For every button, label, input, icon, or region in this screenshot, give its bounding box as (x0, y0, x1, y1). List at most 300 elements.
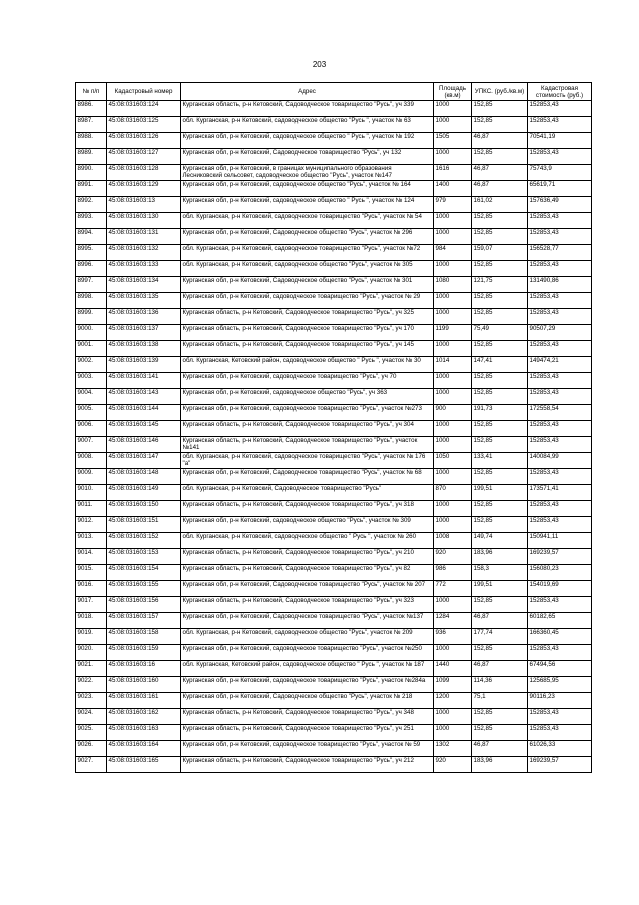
cell-upks: 183,96 (472, 549, 528, 565)
cell-addr: Курганская обл, р-н Кетовский, Садоводческое общество "Русь", участок № 296 (181, 229, 434, 245)
table-row (76, 341, 592, 357)
cell-kad: 45:08:031603:141 (107, 373, 181, 389)
cell-num: 9015. (76, 565, 107, 581)
cell-kad: 45:08:031603:136 (107, 309, 181, 325)
cell-upks: 152,85 (472, 149, 528, 165)
cell-kad: 45:08:031603:144 (107, 405, 181, 421)
cell-addr: обл. Курганская, Кетовский район, садоводческое общество " Русь ", участок № 30 (181, 357, 434, 373)
cell-upks: 152,85 (472, 309, 528, 325)
cell-cost: 152853,43 (528, 229, 592, 245)
cell-num: 9011. (76, 501, 107, 517)
table-row (76, 565, 592, 581)
cell-upks: 152,85 (472, 293, 528, 309)
cell-upks: 152,85 (472, 229, 528, 245)
cell-num: 8997. (76, 277, 107, 293)
cell-addr: Курганская обл, р-н Кетовский, садоводческое общество " Русь ", участок № 192 (181, 133, 434, 149)
cell-addr: Курганская область, р-н Кетовский, Садоводческое товарищество "Русь", уч 348 (181, 709, 434, 725)
cell-num: 8996. (76, 261, 107, 277)
cell-kad: 45:08:031603:126 (107, 133, 181, 149)
cell-num: 9004. (76, 389, 107, 405)
cell-area: 1199 (434, 325, 472, 341)
cell-kad: 45:08:031603:154 (107, 565, 181, 581)
cell-area: 900 (434, 405, 472, 421)
cell-kad: 45:08:031603:150 (107, 501, 181, 517)
cell-addr: обл. Курганская, р-н Кетовский, садоводческое общество "Русь", участок № 209 (181, 629, 434, 645)
cell-upks: 75,49 (472, 325, 528, 341)
table-row (76, 453, 592, 469)
cell-area: 986 (434, 565, 472, 581)
cell-upks: 75,1 (472, 693, 528, 709)
cell-cost: 149474,21 (528, 357, 592, 373)
cell-num: 9024. (76, 709, 107, 725)
table-row (76, 181, 592, 197)
table-row (76, 261, 592, 277)
cell-kad: 45:08:031603:157 (107, 613, 181, 629)
cell-kad: 45:08:031603:135 (107, 293, 181, 309)
cell-cost: 152853,43 (528, 725, 592, 741)
cell-kad: 45:08:031603:145 (107, 421, 181, 437)
cell-addr: Курганская обл, р-н Кетовский, садоводческое общество "Русь", участок № 164 (181, 181, 434, 197)
cell-num: 9010. (76, 485, 107, 501)
cell-addr: Курганская обл, р-н Кетовский, садоводческое общество "Русь", участок № 309 (181, 517, 434, 533)
cell-addr: обл. Курганская, р-н Кетовский, садоводческое общество "Русь", участок № 305 (181, 261, 434, 277)
cell-area: 1000 (434, 709, 472, 725)
table-row (76, 725, 592, 741)
cell-kad: 45:08:031603:133 (107, 261, 181, 277)
cell-kad: 45:08:031603:161 (107, 693, 181, 709)
cell-cost: 172558,54 (528, 405, 592, 421)
cell-num: 9023. (76, 693, 107, 709)
table-row (76, 645, 592, 661)
cell-cost: 131490,86 (528, 277, 592, 293)
table-row (76, 677, 592, 693)
cell-num: 8987. (76, 117, 107, 133)
cell-upks: 46,87 (472, 661, 528, 677)
cell-cost: 152853,43 (528, 293, 592, 309)
table-row (76, 437, 592, 453)
cell-num: 8995. (76, 245, 107, 261)
cell-addr: Курганская обл, р-н Кетовский, садоводческое товарищество "Русь", участок №284а (181, 677, 434, 693)
cell-cost: 90116,23 (528, 693, 592, 709)
table-row (76, 597, 592, 613)
cell-num: 9020. (76, 645, 107, 661)
cell-kad: 45:08:031603:16 (107, 661, 181, 677)
cell-num: 9013. (76, 533, 107, 549)
cell-area: 1302 (434, 741, 472, 757)
cell-upks: 152,85 (472, 213, 528, 229)
cell-num: 9006. (76, 421, 107, 437)
table-row (76, 293, 592, 309)
table-row (76, 613, 592, 629)
cell-cost: 125685,95 (528, 677, 592, 693)
cell-upks: 152,85 (472, 373, 528, 389)
cell-num: 9012. (76, 517, 107, 533)
cell-kad: 45:08:031603:147 (107, 453, 181, 469)
cell-addr: Курганская область, р-н Кетовский, Садоводческое товарищество "Русь", уч 304 (181, 421, 434, 437)
cell-upks: 152,85 (472, 709, 528, 725)
header-kad: Кадастровый номер (107, 83, 181, 101)
cell-upks: 114,36 (472, 677, 528, 693)
cell-kad: 45:08:031603:159 (107, 645, 181, 661)
cell-cost: 150941,11 (528, 533, 592, 549)
cell-kad: 45:08:031603:152 (107, 533, 181, 549)
cell-area: 979 (434, 197, 472, 213)
table-row (76, 405, 592, 421)
cell-upks: 158,3 (472, 565, 528, 581)
cell-cost: 152853,43 (528, 501, 592, 517)
cadastral-table (75, 82, 592, 773)
table-row (76, 661, 592, 677)
table-row (76, 741, 592, 757)
cell-area: 920 (434, 757, 472, 773)
cell-num: 8990. (76, 165, 107, 181)
cell-kad: 45:08:031603:138 (107, 341, 181, 357)
cell-cost: 140084,99 (528, 453, 592, 469)
cell-addr: Курганская обл, р-н Кетовский, садоводческое товарищество "Русь", участок № 29 (181, 293, 434, 309)
cell-upks: 152,85 (472, 389, 528, 405)
cell-addr: Курганская область, р-н Кетовский, Садоводческое товарищество "Русь", уч 325 (181, 309, 434, 325)
cell-cost: 166360,45 (528, 629, 592, 645)
cell-addr: Курганская область, р-н Кетовский, Садоводческое товарищество "Русь", уч 170 (181, 325, 434, 341)
cell-area: 1008 (434, 533, 472, 549)
table-row (76, 117, 592, 133)
cell-kad: 45:08:031603:134 (107, 277, 181, 293)
table-row (76, 133, 592, 149)
cell-cost: 157636,49 (528, 197, 592, 213)
cell-cost: 152853,43 (528, 101, 592, 117)
cell-upks: 183,96 (472, 757, 528, 773)
cell-area: 1284 (434, 613, 472, 629)
cell-area: 1000 (434, 117, 472, 133)
cell-cost: 90507,29 (528, 325, 592, 341)
cell-cost: 152853,43 (528, 213, 592, 229)
cell-area: 1099 (434, 677, 472, 693)
cell-upks: 199,51 (472, 485, 528, 501)
cell-cost: 152853,43 (528, 373, 592, 389)
cell-addr: Курганская область, р-н Кетовский, Садоводческое товарищество "Русь", уч 210 (181, 549, 434, 565)
cell-area: 1000 (434, 229, 472, 245)
cell-addr: Курганская область, р-н Кетовский, Садоводческое товарищество "Русь", уч 212 (181, 757, 434, 773)
cell-area: 1000 (434, 437, 472, 453)
cell-addr: Курганская обл, р-н Кетовский, Садоводческое товарищество "Русь", участок № 207 (181, 581, 434, 597)
cell-addr: Курганская обл, р-н Кетовский, Садоводческое общество "Русь", участок № 218 (181, 693, 434, 709)
cell-num: 8988. (76, 133, 107, 149)
cell-area: 1050 (434, 453, 472, 469)
cell-num: 9025. (76, 725, 107, 741)
cell-addr: Курганская область, р-н Кетовский, Садоводческое товарищество "Русь", уч 251 (181, 725, 434, 741)
cell-num: 8986. (76, 101, 107, 117)
cell-area: 1000 (434, 389, 472, 405)
cell-area: 1505 (434, 133, 472, 149)
cell-upks: 152,85 (472, 645, 528, 661)
cell-addr: обл. Курганская, р-н Кетовский, садоводческое товарищество "Русь", участок №72 (181, 245, 434, 261)
header-area: Площадь (кв.м) (434, 83, 472, 101)
cell-addr: Курганская область, р-н Кетовский, Садоводческое товарищество "Русь", уч 318 (181, 501, 434, 517)
cell-area: 920 (434, 549, 472, 565)
cell-cost: 152853,43 (528, 645, 592, 661)
cell-num: 9021. (76, 661, 107, 677)
table-row (76, 245, 592, 261)
cell-area: 772 (434, 581, 472, 597)
page-number: 203 (312, 60, 327, 69)
cell-area: 1000 (434, 293, 472, 309)
cell-upks: 152,85 (472, 725, 528, 741)
cell-upks: 177,74 (472, 629, 528, 645)
cell-cost: 156080,23 (528, 565, 592, 581)
cell-num: 8998. (76, 293, 107, 309)
cell-upks: 152,85 (472, 437, 528, 453)
cell-area: 1616 (434, 165, 472, 181)
table-row (76, 325, 592, 341)
cell-addr: обл. Курганская, р-н Кетовский, садоводческое товарищество "Русь", участок № 176 "а" (181, 453, 434, 469)
cell-kad: 45:08:031603:13 (107, 197, 181, 213)
cell-addr: Курганская обл, р-н Кетовский, садоводческое товарищество "Русь", участок № 59 (181, 741, 434, 757)
cell-num: 9008. (76, 453, 107, 469)
cell-num: 9014. (76, 549, 107, 565)
cell-num: 9005. (76, 405, 107, 421)
cell-num: 9003. (76, 373, 107, 389)
cell-upks: 121,75 (472, 277, 528, 293)
cell-addr: обл. Курганская, Кетовский район, садоводческое общество " Русь ", участок № 187 (181, 661, 434, 677)
cell-kad: 45:08:031603:156 (107, 597, 181, 613)
cell-addr: Курганская область, р-н Кетовский, Садоводческое товарищество "Русь", уч 323 (181, 597, 434, 613)
cell-addr: обл. Курганская, р-н Кетовский, садоводческое общество " Русь ", участок № 260 (181, 533, 434, 549)
cell-num: 9026. (76, 741, 107, 757)
table-row (76, 101, 592, 117)
cell-cost: 60182,65 (528, 613, 592, 629)
cell-num: 9002. (76, 357, 107, 373)
cell-cost: 152853,43 (528, 421, 592, 437)
cell-kad: 45:08:031603:129 (107, 181, 181, 197)
cell-upks: 199,51 (472, 581, 528, 597)
cell-num: 8994. (76, 229, 107, 245)
cell-upks: 159,07 (472, 245, 528, 261)
cell-kad: 45:08:031603:132 (107, 245, 181, 261)
cell-kad: 45:08:031603:155 (107, 581, 181, 597)
cell-upks: 133,41 (472, 453, 528, 469)
table-row (76, 533, 592, 549)
cell-area: 1000 (434, 517, 472, 533)
cell-kad: 45:08:031603:149 (107, 485, 181, 501)
cell-num: 8989. (76, 149, 107, 165)
cell-kad: 45:08:031603:125 (107, 117, 181, 133)
cell-num: 9027. (76, 757, 107, 773)
table-row (76, 693, 592, 709)
cell-addr: Курганская область, р-н Кетовский, Садоводческое товарищество "Русь", уч 82 (181, 565, 434, 581)
cell-addr: Курганская обл, р-н Кетовский, садоводческое общество " Русь ", участок № 124 (181, 197, 434, 213)
table-row (76, 709, 592, 725)
cell-num: 9017. (76, 597, 107, 613)
cell-num: 9009. (76, 469, 107, 485)
table-row (76, 485, 592, 501)
cell-upks: 46,87 (472, 181, 528, 197)
table-row (76, 309, 592, 325)
cell-upks: 46,87 (472, 133, 528, 149)
table-row (76, 277, 592, 293)
cell-area: 1440 (434, 661, 472, 677)
cell-kad: 45:08:031603:160 (107, 677, 181, 693)
cell-upks: 149,74 (472, 533, 528, 549)
cell-kad: 45:08:031603:128 (107, 165, 181, 181)
cell-area: 1000 (434, 421, 472, 437)
cell-kad: 45:08:031603:146 (107, 437, 181, 453)
cell-kad: 45:08:031603:153 (107, 549, 181, 565)
cell-cost: 152853,43 (528, 389, 592, 405)
header-upks: УПКС. (руб./кв.м) (472, 83, 528, 101)
table-row (76, 469, 592, 485)
cell-addr: Курганская обл, р-н Кетовский, Садоводческое товарищество "Русь", уч 132 (181, 149, 434, 165)
cell-cost: 152853,43 (528, 597, 592, 613)
cell-kad: 45:08:031603:148 (107, 469, 181, 485)
cell-kad: 45:08:031603:131 (107, 229, 181, 245)
cell-kad: 45:08:031603:158 (107, 629, 181, 645)
cell-kad: 45:08:031603:127 (107, 149, 181, 165)
cell-addr: Курганская обл, р-н Кетовский, садоводческое товарищество "Русь", участок №250 (181, 645, 434, 661)
cell-upks: 152,85 (472, 341, 528, 357)
cell-kad: 45:08:031603:165 (107, 757, 181, 773)
cell-cost: 152853,43 (528, 469, 592, 485)
cell-area: 1000 (434, 645, 472, 661)
cell-addr: обл. Курганская, р-н Кетовский, садоводческое товарищество "Русь", участок № 54 (181, 213, 434, 229)
cell-addr: Курганская обл, р-н Кетовский, Садоводческое общество "Русь", участок № 301 (181, 277, 434, 293)
cell-kad: 45:08:031603:139 (107, 357, 181, 373)
cell-area: 984 (434, 245, 472, 261)
cell-addr: Курганская обл, р-н Кетовский, садоводческое общество "Русь", уч 363 (181, 389, 434, 405)
header-num: № п/п (76, 83, 107, 101)
cell-area: 1000 (434, 373, 472, 389)
cell-addr: Курганская обл, р-н Кетовский, садоводческое товарищество "Русь", уч 70 (181, 373, 434, 389)
cell-num: 9018. (76, 613, 107, 629)
cell-area: 1014 (434, 357, 472, 373)
cell-area: 1080 (434, 277, 472, 293)
cell-cost: 173571,41 (528, 485, 592, 501)
cell-cost: 152853,43 (528, 149, 592, 165)
cell-area: 936 (434, 629, 472, 645)
cell-num: 9007. (76, 437, 107, 453)
table-row (76, 421, 592, 437)
cell-area: 1200 (434, 693, 472, 709)
cell-kad: 45:08:031603:151 (107, 517, 181, 533)
cell-cost: 152853,43 (528, 261, 592, 277)
cell-num: 8993. (76, 213, 107, 229)
cell-upks: 161,02 (472, 197, 528, 213)
cell-upks: 46,87 (472, 741, 528, 757)
cell-kad: 45:08:031603:137 (107, 325, 181, 341)
table-row (76, 229, 592, 245)
cell-num: 8991. (76, 181, 107, 197)
table-row (76, 357, 592, 373)
cell-upks: 152,85 (472, 469, 528, 485)
table-row (76, 581, 592, 597)
table-row (76, 517, 592, 533)
cell-addr: Курганская область, р-н Кетовский, Садоводческое товарищество "Русь", уч 339 (181, 101, 434, 117)
cell-upks: 152,85 (472, 101, 528, 117)
cell-addr: Курганская обл, р-н Кетовский, садоводческое товарищество "Русь", участок №273 (181, 405, 434, 421)
cell-addr: Курганская обл, р-н Кетовский, в границах муниципального образования Лесниковский сельсовет, садоводческое общество "Русь", участок №147 (181, 165, 434, 181)
cell-cost: 152853,43 (528, 341, 592, 357)
table-row (76, 213, 592, 229)
cell-area: 1000 (434, 149, 472, 165)
cell-upks: 152,85 (472, 597, 528, 613)
cell-cost: 152853,43 (528, 517, 592, 533)
cell-area: 1000 (434, 597, 472, 613)
cell-cost: 152853,43 (528, 709, 592, 725)
table-row (76, 373, 592, 389)
cell-upks: 152,85 (472, 501, 528, 517)
table-header-row (76, 83, 592, 101)
cell-area: 1000 (434, 501, 472, 517)
cell-num: 8992. (76, 197, 107, 213)
cell-area: 1000 (434, 213, 472, 229)
cell-area: 1000 (434, 725, 472, 741)
table-row (76, 629, 592, 645)
cell-cost: 152853,43 (528, 309, 592, 325)
cell-num: 9000. (76, 325, 107, 341)
cell-area: 1000 (434, 469, 472, 485)
header-cost: Кадастровая стоимость (руб.) (528, 83, 592, 101)
cell-num: 9016. (76, 581, 107, 597)
cell-kad: 45:08:031603:124 (107, 101, 181, 117)
table-row (76, 549, 592, 565)
cell-upks: 152,85 (472, 261, 528, 277)
cell-cost: 67494,56 (528, 661, 592, 677)
table-row (76, 501, 592, 517)
cell-addr: Курганская область, р-н Кетовский, Садоводческое товарищество "Русь", уч 145 (181, 341, 434, 357)
cell-cost: 70541,19 (528, 133, 592, 149)
cell-upks: 191,73 (472, 405, 528, 421)
cell-kad: 45:08:031603:143 (107, 389, 181, 405)
cell-addr: Курганская обл, р-н Кетовский, Садоводческое товарищество "Русь", участок №137 (181, 613, 434, 629)
cell-num: 9019. (76, 629, 107, 645)
cell-upks: 152,85 (472, 421, 528, 437)
cell-addr: обл. Курганская, р-н Кетовский, Садоводческое товарищество "Русь" (181, 485, 434, 501)
cell-num: 9001. (76, 341, 107, 357)
cell-area: 1000 (434, 101, 472, 117)
cell-area: 1000 (434, 341, 472, 357)
cell-cost: 61026,33 (528, 741, 592, 757)
cell-num: 9022. (76, 677, 107, 693)
table-body (76, 101, 592, 773)
cell-upks: 152,85 (472, 517, 528, 533)
cell-cost: 154019,69 (528, 581, 592, 597)
cell-addr: обл. Курганская, р-н Кетовский, садоводческое общество "Русь ", участок № 63 (181, 117, 434, 133)
cell-cost: 169239,57 (528, 549, 592, 565)
cell-upks: 152,85 (472, 117, 528, 133)
cell-addr: Курганская обл, р-н Кетовский, Садоводческое товарищество "Русь", участок № 68 (181, 469, 434, 485)
cell-kad: 45:08:031603:130 (107, 213, 181, 229)
table-row (76, 757, 592, 773)
table-row (76, 149, 592, 165)
cell-upks: 46,87 (472, 613, 528, 629)
cell-area: 1400 (434, 181, 472, 197)
cell-kad: 45:08:031603:163 (107, 725, 181, 741)
cell-cost: 156528,77 (528, 245, 592, 261)
cell-kad: 45:08:031603:164 (107, 741, 181, 757)
cell-num: 8999. (76, 309, 107, 325)
cell-area: 1000 (434, 261, 472, 277)
table-row (76, 165, 592, 181)
cell-kad: 45:08:031603:162 (107, 709, 181, 725)
table-row (76, 197, 592, 213)
cell-cost: 152853,43 (528, 437, 592, 453)
cell-cost: 75743,9 (528, 165, 592, 181)
cell-cost: 169239,57 (528, 757, 592, 773)
table-row (76, 389, 592, 405)
cell-area: 1000 (434, 309, 472, 325)
cell-addr: Курганская область, р-н Кетовский, Садоводческое товарищество "Русь", участок №141 (181, 437, 434, 453)
cell-upks: 46,87 (472, 165, 528, 181)
cell-upks: 147,41 (472, 357, 528, 373)
